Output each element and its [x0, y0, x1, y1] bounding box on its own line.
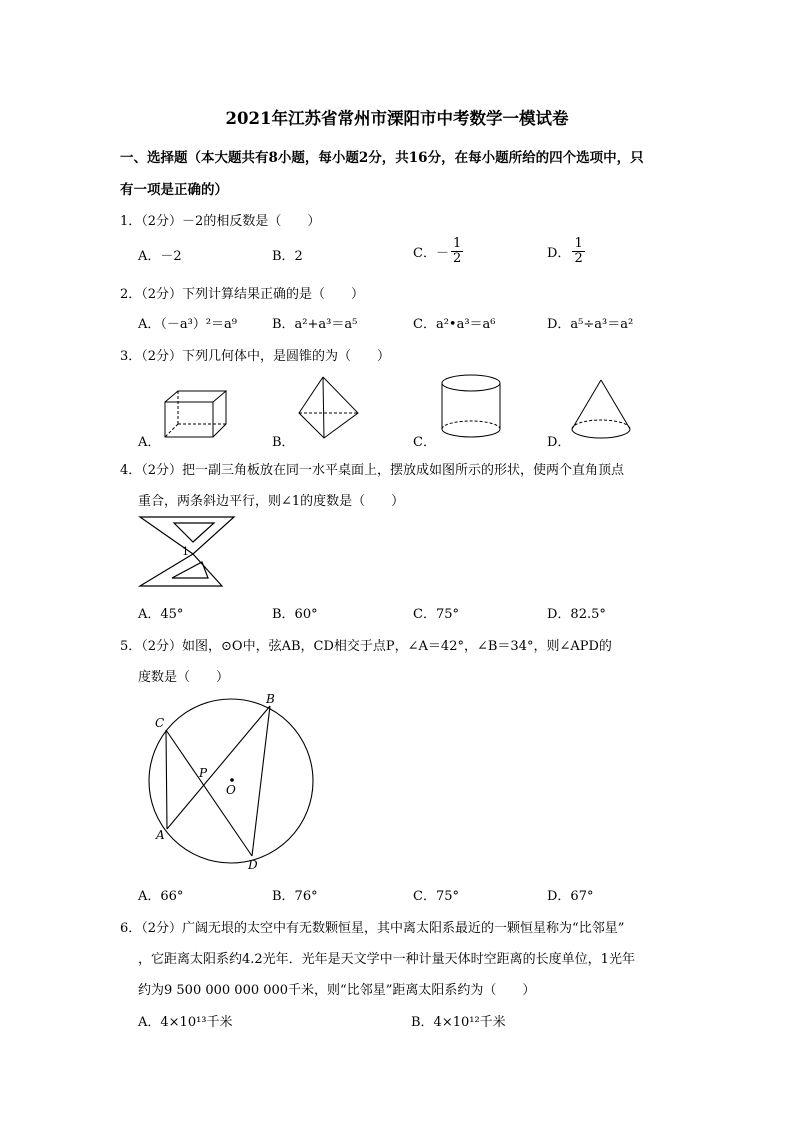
q1-option-c-prefix: C．－: [413, 246, 449, 261]
cone-figure: [570, 378, 634, 444]
q1-c-numerator: 1: [452, 236, 462, 251]
q4-stem-line1: 4．（2分）把一副三角板放在同一水平桌面上，摆放成如图所示的形状，使两个直角顶点: [120, 463, 625, 478]
q6-option-b: B．4×10¹²千米: [411, 1015, 506, 1030]
circle-chords-figure: [140, 692, 320, 872]
q5-stem-line1: 5．（2分）如图，⊙O中，弦AB，CD相交于点P，∠A＝42°，∠B＝34°，则∠APD的: [120, 639, 612, 654]
q1-option-a: A．－2: [138, 249, 182, 264]
cylinder-figure: [438, 372, 504, 442]
q2-option-c: C．a²•a³＝a⁶: [413, 317, 496, 332]
q2-stem: 2．（2分）下列计算结果正确的是（ ）: [120, 287, 365, 302]
cuboid-figure: [160, 388, 230, 440]
point-b-label: B: [266, 692, 275, 706]
q5-stem-line2: 度数是（ ）: [138, 670, 230, 685]
page-title: 2021年江苏省常州市溧阳市中考数学一模试卷: [225, 109, 569, 128]
angle-1-label: 1: [182, 545, 189, 558]
q4-option-b: B．60°: [272, 607, 318, 622]
point-o-label: O: [226, 783, 236, 797]
q6-option-a: A．4×10¹³千米: [138, 1015, 233, 1030]
q5-option-c: C．75°: [413, 889, 459, 904]
q1-d-denominator: 2: [574, 251, 583, 266]
q3-stem: 3．（2分）下列几何体中，是圆锥的为（ ）: [120, 349, 391, 364]
q2-option-d: D．a⁵÷a³＝a²: [547, 317, 634, 332]
q5-option-d: D．67°: [547, 889, 594, 904]
pyramid-figure: [296, 375, 366, 441]
q4-stem-line2: 重合，两条斜边平行，则∠1的度数是（ ）: [138, 494, 405, 509]
triangle-boards-figure: [138, 514, 238, 590]
q1-option-d-prefix: D．: [547, 246, 571, 261]
q1-option-d: [547, 237, 585, 266]
q1-option-d-fraction: [572, 237, 584, 266]
q1-option-c: [413, 237, 463, 266]
q5-option-b: B．76°: [272, 889, 318, 904]
q3-option-b: B．: [272, 435, 295, 450]
q1-option-c-fraction: [451, 237, 463, 266]
q6-stem-line2: ，它距离太阳系约4.2光年．光年是天文学中一种计量天体时空距离的长度单位，1光年: [138, 952, 635, 967]
section-heading-line2: 有一项是正确的）: [120, 182, 228, 198]
q4-option-d: D．82.5°: [547, 607, 606, 622]
q1-d-numerator: 1: [574, 236, 583, 251]
q1-stem: 1．（2分）－2的相反数是（ ）: [120, 214, 321, 229]
q6-stem-line1: 6．（2分）广阔无垠的太空中有无数颗恒星，其中离太阳系最近的一颗恒星称为“比邻星”: [120, 921, 625, 936]
q2-option-b: B．a²+a³＝a⁵: [272, 317, 358, 332]
q3-option-d: D．: [547, 435, 571, 450]
q5-option-a: A．66°: [138, 889, 184, 904]
q3-option-c: C．: [413, 435, 436, 450]
section-heading-line1: 一、选择题（本大题共有8小题，每小题2分，共16分，在每小题所给的四个选项中，只: [120, 150, 644, 166]
q1-c-denominator: 2: [452, 251, 462, 266]
point-p-label: P: [199, 766, 208, 780]
q3-option-a: A．: [138, 435, 161, 450]
q2-option-a: A．（－a³）²＝a⁹: [138, 317, 238, 332]
point-a-label: A: [156, 828, 165, 842]
q4-option-c: C．75°: [413, 607, 459, 622]
q1-option-b: B．2: [272, 249, 303, 264]
q6-stem-line3: 约为9 500 000 000 000千米，则“比邻星”距离太阳系约为（ ）: [138, 983, 536, 998]
point-c-label: C: [155, 716, 165, 730]
point-d-label: D: [248, 858, 258, 872]
q4-option-a: A．45°: [138, 607, 184, 622]
